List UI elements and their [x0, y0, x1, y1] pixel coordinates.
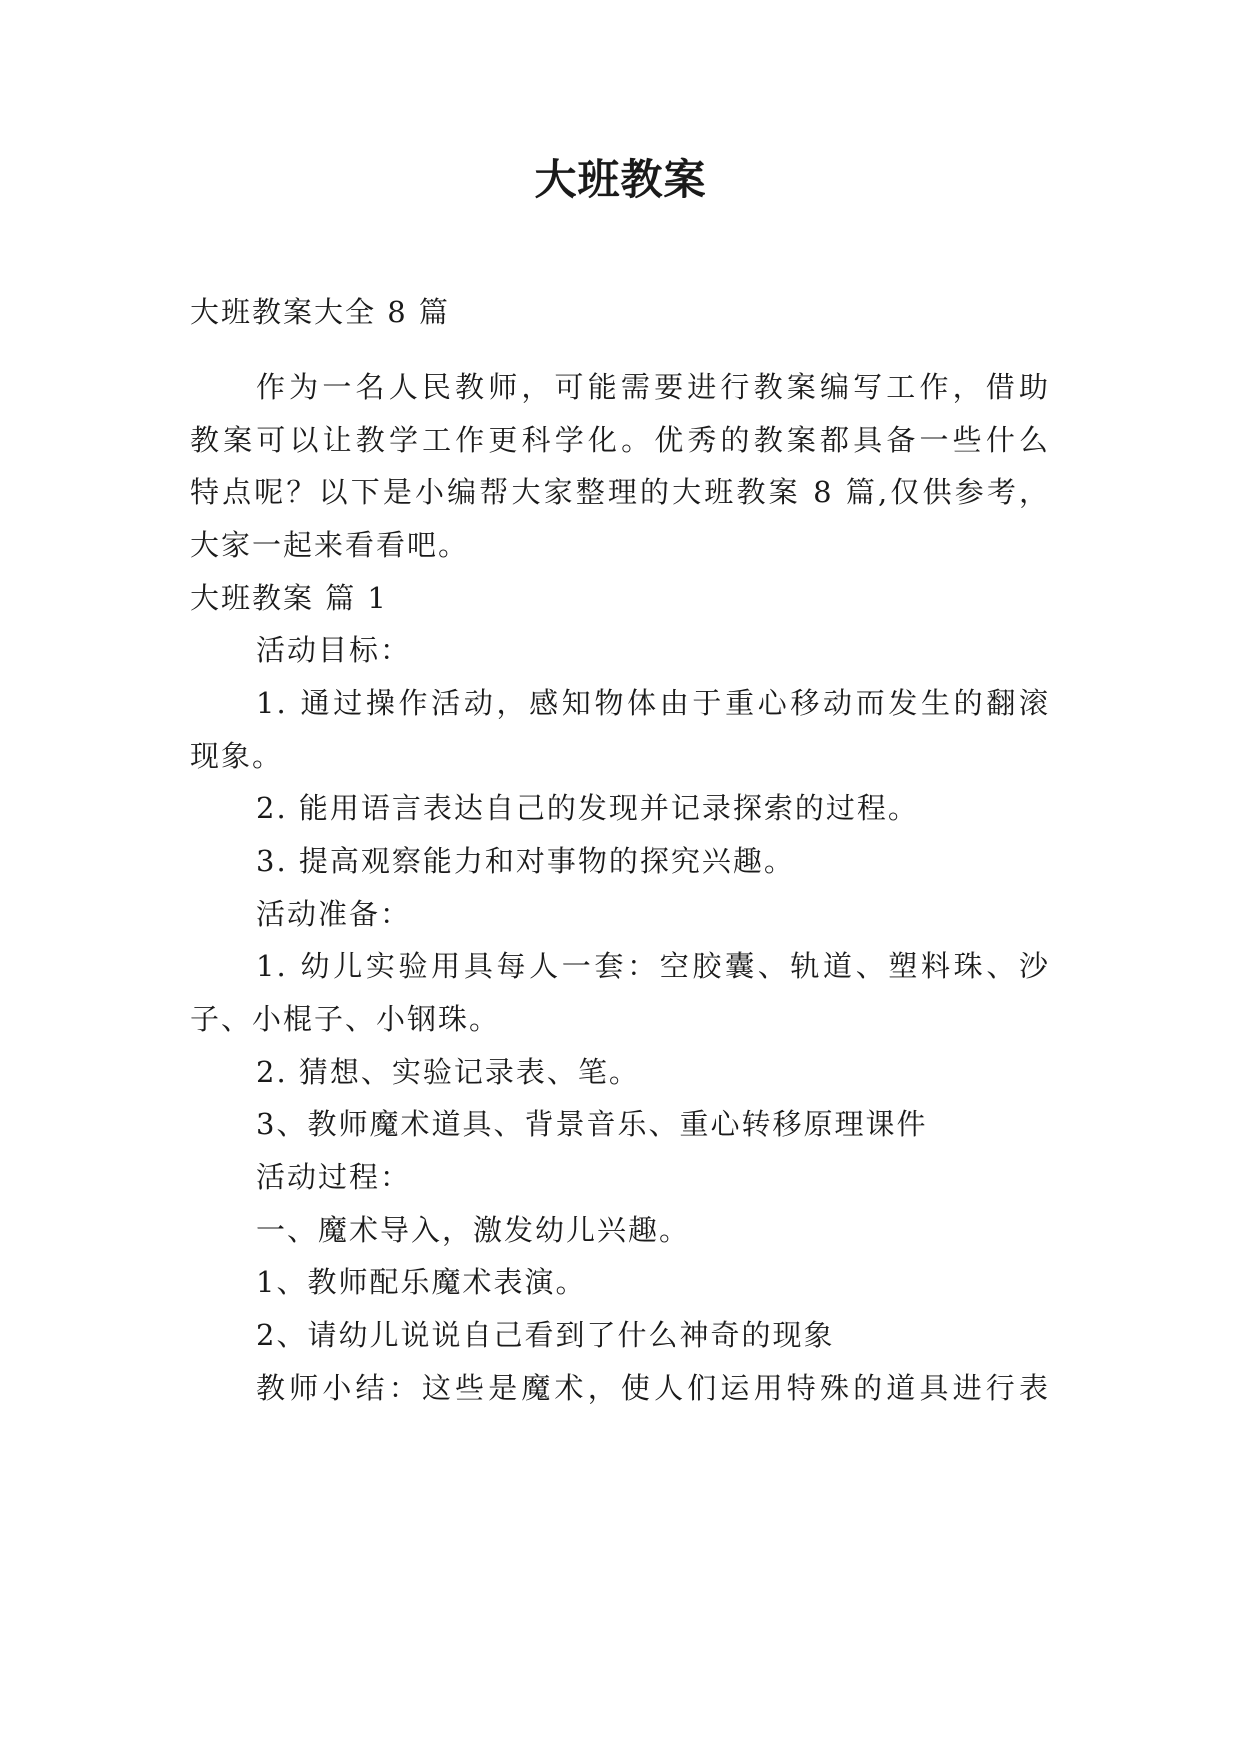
intro-line-2: 教案可以让教学工作更科学化。优秀的教案都具备一些什么	[190, 423, 1050, 457]
body-line-3: 现象。	[190, 739, 284, 773]
body-line-4: 2. 能用语言表达自己的发现并记录探索的过程。	[256, 791, 919, 825]
document-title: 大班教案	[534, 155, 707, 204]
body-line-13: 1、教师配乐魔术表演。	[256, 1265, 587, 1299]
body-line-11: 活动过程：	[256, 1160, 412, 1194]
body-line-10: 3、教师魔术道具、背景音乐、重心转移原理课件	[256, 1107, 928, 1141]
document-subtitle: 大班教案大全 8 篇	[190, 295, 450, 329]
intro-line-3: 特点呢？以下是小编帮大家整理的大班教案 8 篇,仅供参考，	[190, 475, 1050, 509]
body-line-2: 1. 通过操作活动，感知物体由于重心移动而发生的翻滚	[256, 686, 1050, 720]
body-line-15: 教师小结：这些是魔术，使人们运用特殊的道具进行表	[256, 1371, 1050, 1405]
body-line-8: 子、小棍子、小钢珠。	[190, 1002, 501, 1036]
section-heading: 大班教案 篇 1	[190, 581, 388, 615]
body-line-1: 活动目标：	[256, 633, 412, 667]
body-line-9: 2. 猜想、实验记录表、笔。	[256, 1055, 640, 1089]
body-line-6: 活动准备：	[256, 897, 412, 931]
body-line-12: 一、魔术导入，激发幼儿兴趣。	[256, 1213, 691, 1247]
intro-line-4: 大家一起来看看吧。	[190, 528, 470, 562]
body-line-14: 2、请幼儿说说自己看到了什么神奇的现象	[256, 1318, 835, 1352]
intro-line-1: 作为一名人民教师，可能需要进行教案编写工作，借助	[256, 370, 1050, 404]
body-line-7: 1. 幼儿实验用具每人一套：空胶囊、轨道、塑料珠、沙	[256, 949, 1050, 983]
body-line-5: 3. 提高观察能力和对事物的探究兴趣。	[256, 844, 795, 878]
